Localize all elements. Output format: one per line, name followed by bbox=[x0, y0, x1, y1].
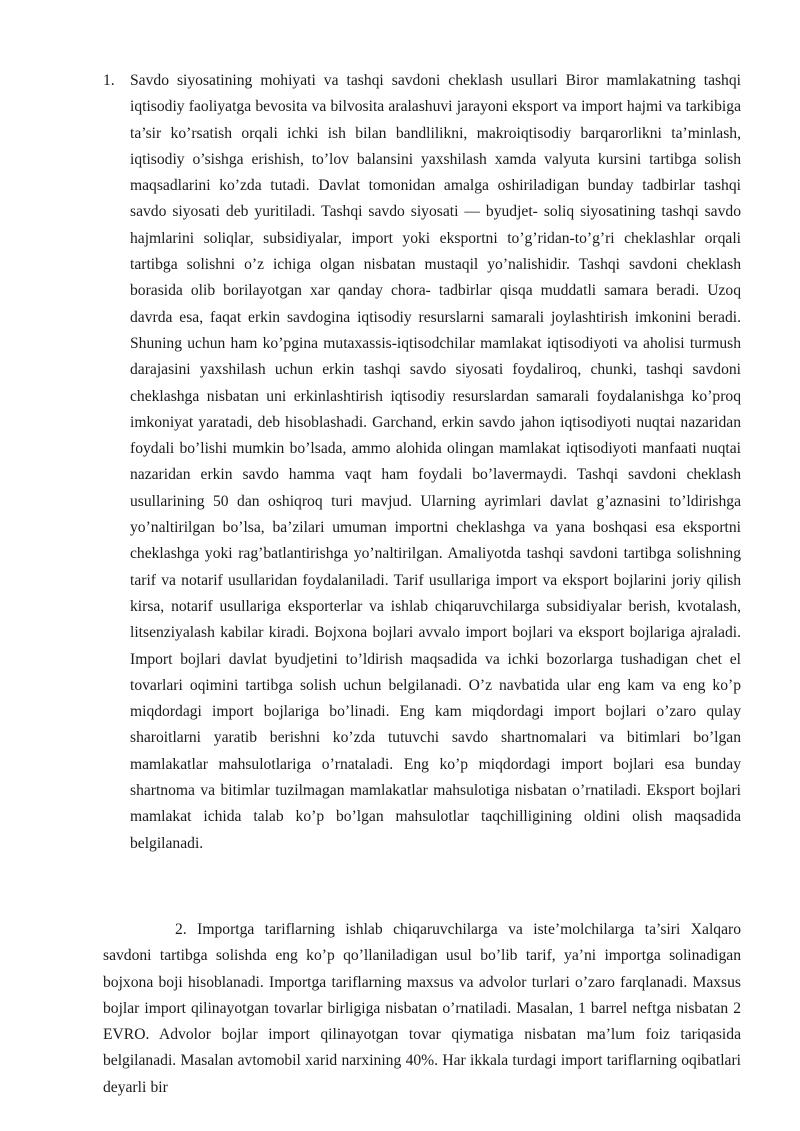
paragraph-text: Savdo siyosatining mohiyati va tashqi savdoni cheklash usullari Biror mamlakatning tashqi iqtisodiy faoliyatga bevosita va bilvosita aralashuvi jarayoni eksport va import hajmi va tarkibiga ta’sir ko’rsatish orqali ichki ish bilan bandlilikni, makroiqtisodiy barqarorlikni ta’minlash, iqtisodiy o’sishga erishish, to’lov balansini yaxshilash xamda valyuta kursini tartibga solish maqsadlarini ko’zda tutadi. Davlat tomonidan amalga oshiriladigan bunday tadbirlar tashqi savdo siyosati deb yuritiladi. Tashqi savdo siyosati — byudjet- soliq siyosatining tashqi savdo hajmlarini soliqlar, subsidiyalar, import yoki eksportni to’g’ridan-to’g’ri cheklashlar orqali tartibga solishni o’z ichiga olgan nisbatan mustaqil yo’nalishidir. Tashqi savdoni cheklash borasida olib borilayotgan xar qanday chora- tadbirlar qisqa muddatli samara beradi. Uzoq davrda esa, faqat erkin savdogina iqtisodiy resurslarni samarali joylashtirish imkonini beradi. Shuning uchun ham ko’pgina mutaxassis-iqtisodchilar mamlakat iqtisodiyoti va aholisi turmush darajasini yaxshilash uchun erkin tashqi savdo siyosati foydaliroq, chunki, tashqi savdoni cheklashga nisbatan uni erkinlashtirish iqtisodiy resurslardan samarali foydalanishga ko’proq imkoniyat yaratadi, deb hisoblashadi. Garchand, erkin savdo jahon iqtisodiyoti nuqtai nazaridan foydali bo’lishi mumkin bo’lsada, ammo alohida olingan mamlakat iqtisodiyoti manfaati nuqtai nazaridan erkin savdo hamma vaqt ham foydali bo’lavermaydi. Tashqi savdoni cheklash usullarining 50 dan oshiqroq turi mavjud. Ularning ayrimlari davlat g’aznasini to’ldirishga yo’naltirilgan bo’lsa, ba’zilari umuman importni cheklashga va yana boshqasi esa eksportni cheklashga yoki rag’batlantirishga yo’naltirilgan. Amaliyotda tashqi savdoni tartibga solishning tarif va notarif usullaridan foydalaniladi. Tarif usullariga import va eksport bojlarini joriy qilish kirsa, notarif usullariga eksporterlar va ishlab chiqaruvchilarga subsidiyalar berish, kvotalash, litsenziyalash kabilar kiradi. Bojxona bojlari avvalo import bojlari va eksport bojlariga ajraladi. Import bojlari davlat byudjetini to’ldirish maqsadida va ichki bozorlarga tushadigan chet el tovarlari oqimini tartibga solish uchun belgilanadi. O’z navbatida ular eng kam va eng ko’p miqdordagi import bojlariga bo’linadi. Eng kam miqdordagi import bojlari o’zaro qulay sharoitlarni yaratib berishni ko’zda tutuvchi savdo shartnomalari va bitimlari bo’lgan mamlakatlar mahsulotlariga o’rnataladi. Eng ko’p miqdordagi import bojlari esa bunday shartnoma va bitimlar tuzilmagan mamlakatlar mahsulotiga nisbatan o’rnatiladi. Eksport bojlari mamlakat ichida talab ko’p bo’lgan mahsulotlar taqchilligining oldini olish maqsadida belgilanadi. bbox=[130, 72, 741, 852]
list-number: 1. bbox=[103, 72, 115, 89]
numbered-paragraph-1 bbox=[103, 68, 741, 857]
paragraph-2: 2. Importga tariflarning ishlab chiqaruvchilarga va iste’molchilarga ta’siri Xalqaro savdoni tartibga solishda eng ko’p qo’llaniladigan usul bo’lib tarif, ya’ni importga solinadigan bojxona boji hisoblanadi. Importga tariflarning maxsus va advolor turlari o’zaro farqlanadi. Maxsus bojlar import qilinayotgan tovarlar birligiga nisbatan o’rnatiladi. Masalan, 1 barrel neftga nisbatan 2 EVRO. Advolor bojlar import qilinayotgan tovar qiymatiga nisbatan ma’lum foiz tariqasida belgilanadi. Masalan avtomobil xarid narxining 40%. Har ikkala turdagi import tariflarning oqibatlari deyarli bir bbox=[103, 921, 741, 1096]
